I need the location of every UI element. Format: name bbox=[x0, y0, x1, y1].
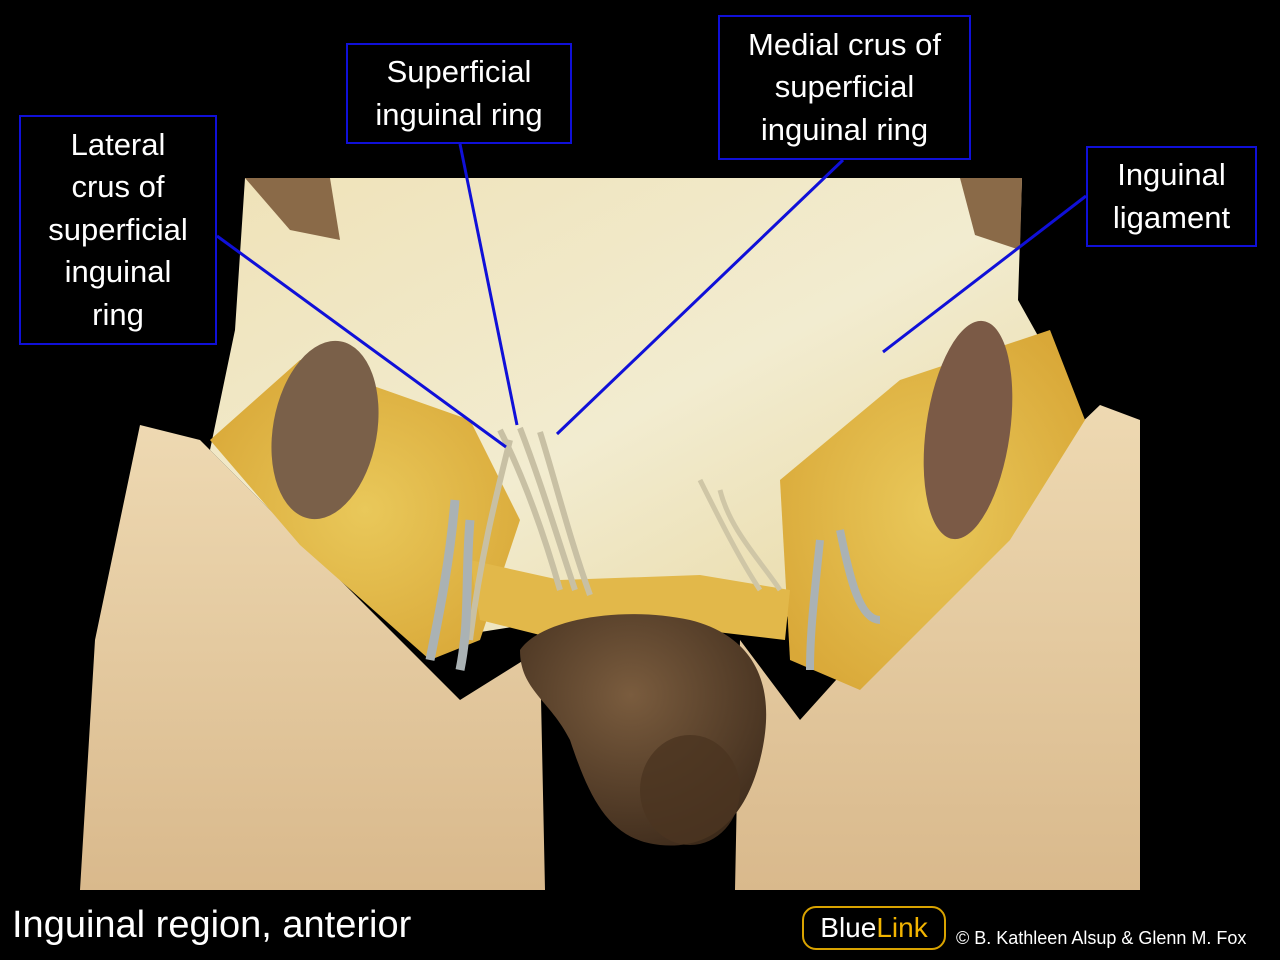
logo-text-link: Link bbox=[876, 912, 928, 943]
bluelink-logo bbox=[802, 906, 946, 950]
leader-superficial-ring bbox=[460, 144, 517, 425]
leader-lateral-crus bbox=[217, 236, 506, 447]
label-line: superficial bbox=[48, 211, 188, 247]
label-line: Superficial bbox=[386, 54, 532, 89]
label-line: Lateral bbox=[70, 126, 166, 162]
leader-inguinal-ligament bbox=[883, 196, 1086, 352]
logo-text-blue: Blue bbox=[820, 912, 877, 943]
label-inguinal-ligament bbox=[1086, 146, 1257, 247]
label-line: crus of bbox=[71, 169, 165, 205]
label-line: inguinal bbox=[64, 254, 172, 290]
leader-medial-crus bbox=[557, 160, 843, 434]
label-line: Inguinal bbox=[1117, 157, 1226, 192]
label-line: inguinal ring bbox=[760, 111, 929, 147]
label-lateral-crus bbox=[19, 115, 217, 345]
label-line: ring bbox=[92, 296, 144, 332]
label-line: ligament bbox=[1112, 199, 1231, 235]
label-line: inguinal ring bbox=[375, 96, 543, 132]
label-superficial-ring bbox=[346, 43, 572, 144]
label-line: Medial crus of bbox=[748, 26, 941, 62]
copyright-notice: © B. Kathleen Alsup & Glenn M. Fox bbox=[956, 928, 1247, 948]
label-medial-crus bbox=[718, 15, 971, 160]
label-line: superficial bbox=[774, 69, 915, 105]
figure-caption: Inguinal region, anterior bbox=[12, 904, 412, 946]
